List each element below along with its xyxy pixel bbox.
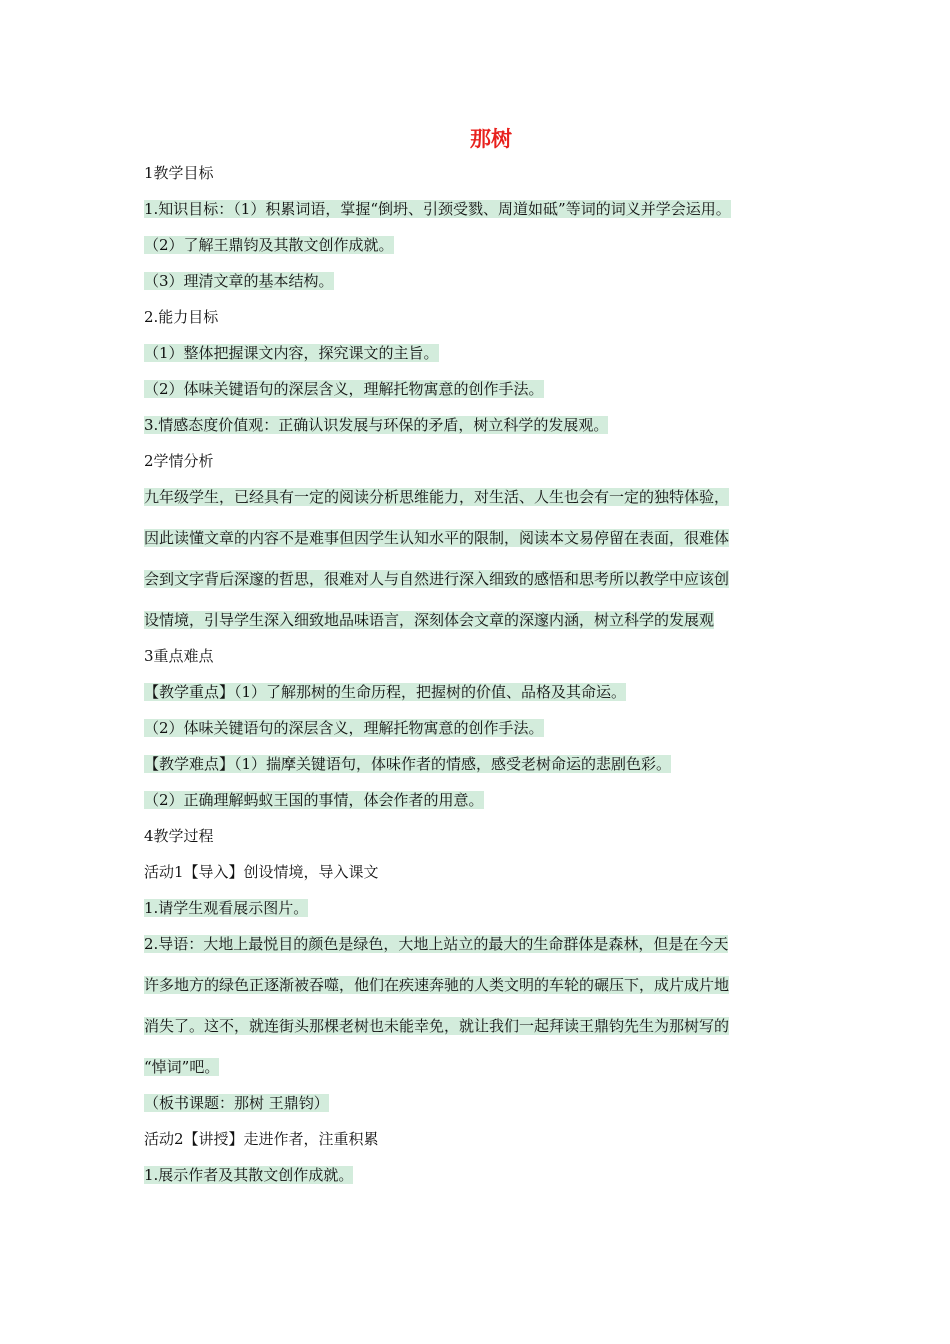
- line-text: 3.情感态度价值观：正确认识发展与环保的矛盾，树立科学的发展观。: [144, 416, 609, 434]
- section-heading: [144, 826, 214, 846]
- paragraph-line: [144, 569, 729, 589]
- line-text: 1.请学生观看展示图片。: [144, 899, 309, 917]
- paragraph-line: [144, 718, 544, 738]
- paragraph-line: [144, 934, 728, 954]
- line-text: （2）了解王鼎钧及其散文创作成就。: [144, 236, 394, 254]
- line-text: 1.展示作者及其散文创作成就。: [144, 1166, 354, 1184]
- paragraph-line: [144, 1057, 219, 1077]
- line-text: （1）整体把握课文内容，探究课文的主旨。: [144, 344, 439, 362]
- paragraph-line: [144, 682, 626, 702]
- paragraph-line: [144, 379, 544, 399]
- paragraph-line: [144, 1129, 379, 1149]
- line-text: （2）体味关键语句的深层含义，理解托物寓意的创作手法。: [144, 719, 544, 737]
- paragraph-line: [144, 862, 379, 882]
- paragraph-line: [144, 975, 729, 995]
- line-text: 设情境，引导学生深入细致地品味语言，深刻体会文章的深邃内涵，树立科学的发展观: [144, 611, 715, 629]
- paragraph-line: [144, 610, 714, 630]
- paragraph-line: [144, 1016, 729, 1036]
- line-text: 2.导语：大地上最悦目的颜色是绿色，大地上站立的最大的生命群体是森林，但是在今天: [144, 935, 729, 953]
- paragraph-line: [144, 343, 439, 363]
- line-text: （3）理清文章的基本结构。: [144, 272, 334, 290]
- line-text: 活动1【导入】创设情境，导入课文: [144, 863, 379, 881]
- paragraph-line: [144, 898, 308, 918]
- paragraph-line: [144, 307, 218, 327]
- section-heading: [144, 451, 214, 471]
- line-text: 九年级学生，已经具有一定的阅读分析思维能力，对生活、人生也会有一定的独特体验，: [144, 488, 730, 506]
- section-heading: [144, 646, 214, 666]
- line-text: 许多地方的绿色正逐渐被吞噬，他们在疾速奔驰的人类文明的车轮的碾压下，成片成片地: [144, 976, 730, 994]
- line-text: “悼词”吧。: [144, 1058, 220, 1076]
- line-text: 【教学难点】（1）揣摩关键语句，体味作者的情感，感受老树命运的悲剧色彩。: [144, 755, 672, 773]
- paragraph-line: [144, 415, 608, 435]
- line-text: （2）正确理解蚂蚁王国的事情，体会作者的用意。: [144, 791, 484, 809]
- line-text: 会到文字背后深邃的哲思，很难对人与自然进行深入细致的感悟和思考所以教学中应该创: [144, 570, 730, 588]
- paragraph-line: [144, 754, 671, 774]
- paragraph-line: [144, 1165, 353, 1185]
- line-text: 3重点难点: [144, 647, 214, 665]
- line-text: 消失了。这不，就连街头那棵老树也未能幸免，就让我们一起拜读王鼎钧先生为那树写的: [144, 1017, 730, 1035]
- line-text: （板书课题：那树 王鼎钧）: [144, 1094, 329, 1112]
- line-text: 4教学过程: [144, 827, 214, 845]
- section-heading: [144, 163, 214, 183]
- document-title: 那树: [470, 127, 512, 151]
- line-text: 【教学重点】（1）了解那树的生命历程，把握树的价值、品格及其命运。: [144, 683, 627, 701]
- line-text: 1教学目标: [144, 164, 214, 182]
- paragraph-line: [144, 271, 334, 291]
- line-text: （2）体味关键语句的深层含义，理解托物寓意的创作手法。: [144, 380, 544, 398]
- paragraph-line: [144, 528, 729, 548]
- line-text: 因此读懂文章的内容不是难事但因学生认知水平的限制，阅读本文易停留在表面，很难体: [144, 529, 730, 547]
- line-text: 2学情分析: [144, 452, 214, 470]
- paragraph-line: [144, 1093, 329, 1113]
- line-text: 2.能力目标: [144, 308, 219, 326]
- paragraph-line: [144, 199, 731, 219]
- paragraph-line: [144, 487, 729, 507]
- line-text: 活动2【讲授】走进作者，注重积累: [144, 1130, 379, 1148]
- line-text: 1.知识目标：（1）积累词语，掌握“倒坍、引颈受戮、周道如砥”等词的词义并学会运用。: [144, 200, 731, 218]
- paragraph-line: [144, 790, 484, 810]
- paragraph-line: [144, 235, 394, 255]
